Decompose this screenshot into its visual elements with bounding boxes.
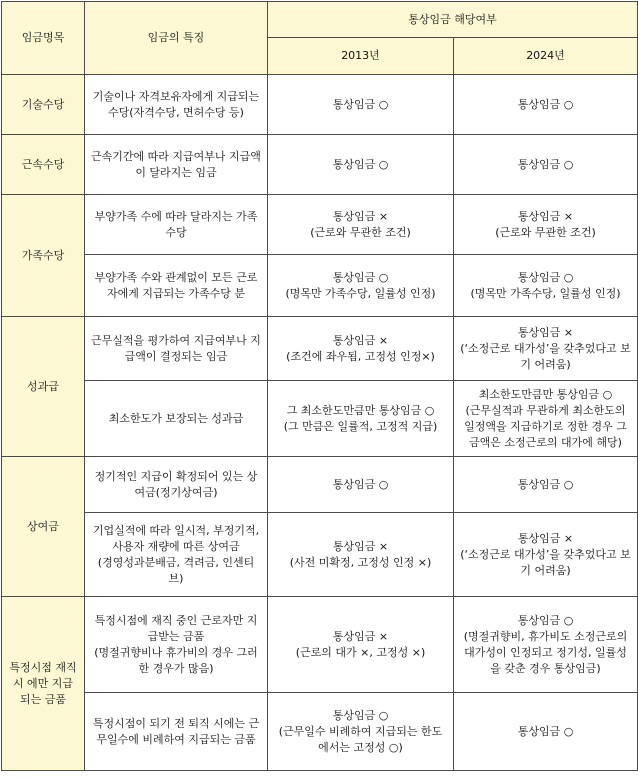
- wage-feature: 기술이나 자격보유자에게 지급되는 수당(자격수당, 면허수당 등): [85, 75, 268, 135]
- status-2013: 통상임금 × (근로와 무관한 조건): [268, 195, 454, 255]
- wage-feature: 특정시점에 재직 중인 근로자만 지급받는 금품 (명절귀향비나 휴가비의 경우 그러한 경우가 많음): [85, 597, 268, 693]
- table-row: [2, 195, 638, 255]
- status-2024: 통상임금 × (‘소정근로 대가성’을 갖추었다고 보기 어려움): [454, 513, 638, 597]
- status-2024: 통상임금 ○: [454, 693, 638, 771]
- table-row: [2, 317, 638, 381]
- status-2024: 통상임금 × (근로와 무관한 조건): [454, 195, 638, 255]
- status-2024: 통상임금 ○: [454, 135, 638, 195]
- header-wage-name: 임금명목: [2, 2, 85, 75]
- status-2013: 통상임금 ○ (근무일수 비례하여 지급되는 한도에서는 고정성 ○): [268, 693, 454, 771]
- wage-category: 가족수당: [2, 195, 85, 317]
- wage-feature: 정기적인 지급이 확정되어 있는 상여금(정기상여금): [85, 457, 268, 513]
- wage-category: 근속수당: [2, 135, 85, 195]
- status-2024: 통상임금 ○: [454, 75, 638, 135]
- table-row: [2, 135, 638, 195]
- status-2024: 통상임금 ○: [454, 457, 638, 513]
- wage-feature: 특정시점이 되기 전 퇴직 시에는 근무일수에 비례하여 지급되는 금품: [85, 693, 268, 771]
- table-row: [2, 693, 638, 771]
- status-2013: 통상임금 × (조건에 좌우됨, 고정성 인정×): [268, 317, 454, 381]
- status-2013: 통상임금 ○ (명목만 가족수당, 일률성 인정): [268, 255, 454, 317]
- status-2013: 통상임금 ○: [268, 457, 454, 513]
- status-2013: 통상임금 × (근로의 대가 ×, 고정성 ×): [268, 597, 454, 693]
- status-2013: 그 최소한도만큼만 통상임금 ○ (그 만큼은 일률적, 고정적 지급): [268, 381, 454, 457]
- status-2024: 통상임금 × (‘소정근로 대가성’을 갖추었다고 보기 어려움): [454, 317, 638, 381]
- wage-category: 상여금: [2, 457, 85, 597]
- status-2013: 통상임금 ○: [268, 135, 454, 195]
- header-year-2024: 2024년: [454, 38, 638, 75]
- wage-feature: 부양가족 수와 관계없이 모든 근로자에게 지급되는 가족수당 분: [85, 255, 268, 317]
- wage-feature: 근속기간에 따라 지급여부나 지급액이 달라지는 임금: [85, 135, 268, 195]
- wage-category: 특정시점 재직 시 에만 지급되는 금품: [2, 597, 85, 771]
- header-ordinary-wage-status: 통상임금 해당여부: [268, 2, 638, 38]
- status-2024: 최소한도만큼만 통상임금 ○ (근무실적과 무관하게 최소한도의 일정액을 지급하기로 정한 경우 그 금액은 소정근로의 대가에 해당): [454, 381, 638, 457]
- table-row: [2, 513, 638, 597]
- status-2024: 통상임금 ○ (명절귀향비, 휴가비도 소정근로의 대가성이 인정되고 정기성, 일률성을 갖춘 경우 통상임금): [454, 597, 638, 693]
- header-year-2013: 2013년: [268, 38, 454, 75]
- wage-feature: 최소한도가 보장되는 성과급: [85, 381, 268, 457]
- table-row: [2, 75, 638, 135]
- wage-feature: 근무실적을 평가하여 지급여부나 지급액이 결정되는 임금: [85, 317, 268, 381]
- wage-feature: 부양가족 수에 따라 달라지는 가족수당: [85, 195, 268, 255]
- header-wage-feature: 임금의 특징: [85, 2, 268, 75]
- table-row: [2, 255, 638, 317]
- status-2013: 통상임금 × (사전 미확정, 고정성 인정 ×): [268, 513, 454, 597]
- wage-category: 기술수당: [2, 75, 85, 135]
- ordinary-wage-table: [1, 1, 638, 771]
- status-2013: 통상임금 ○: [268, 75, 454, 135]
- table-row: [2, 381, 638, 457]
- wage-category: 성과급: [2, 317, 85, 457]
- wage-feature: 기업실적에 따라 일시적, 부정기적, 사용자 재량에 따른 상여금 (경영성과분배금, 격려금, 인센티브): [85, 513, 268, 597]
- table-row: [2, 457, 638, 513]
- table-row: [2, 597, 638, 693]
- status-2024: 통상임금 ○ (명목만 가족수당, 일률성 인정): [454, 255, 638, 317]
